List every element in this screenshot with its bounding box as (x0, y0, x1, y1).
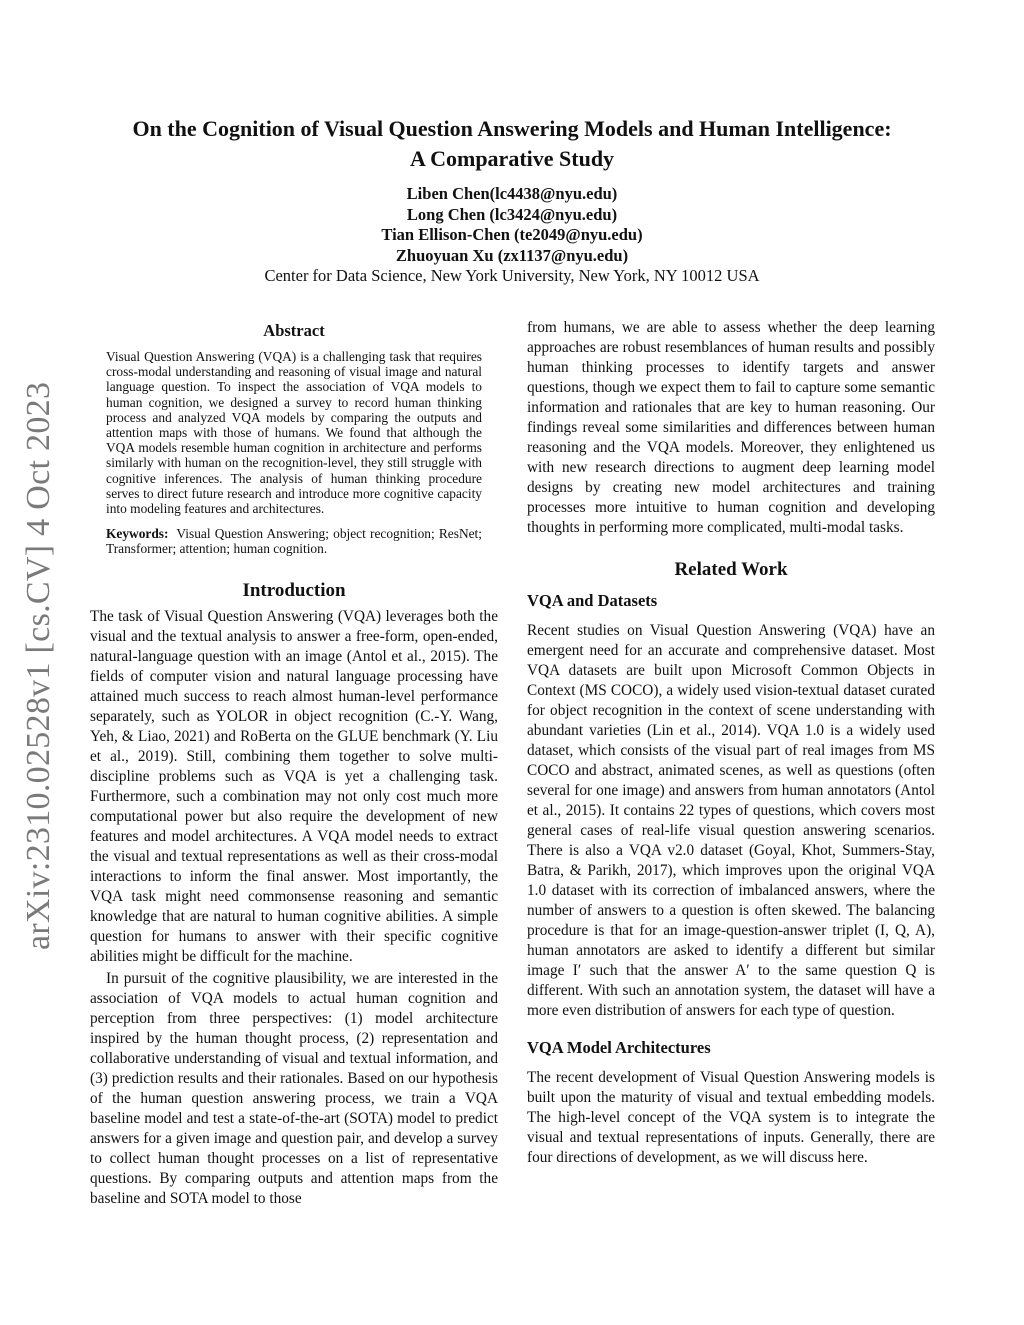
keywords (106, 526, 482, 556)
affiliation: Center for Data Science, New York University, New York, NY 10012 USA (264, 266, 760, 285)
title-line-2: A Comparative Study (409, 146, 615, 171)
vqa-architectures-heading: VQA Model Architectures (527, 1038, 711, 1057)
author-name: Tian Ellison-Chen (te2049@nyu.edu) (381, 225, 643, 244)
abstract-section (106, 320, 482, 557)
author-name: Liben Chen(lc4438@nyu.edu) (406, 184, 618, 203)
introduction-heading: Introduction (242, 579, 346, 601)
vqa-datasets-paragraph: Recent studies on Visual Question Answering (VQA) have an emergent need for an accurate and comprehensive dataset. Most VQA datasets are built upon Microsoft Common Objects in Context (MS COCO), a widely used vision-textual dataset curated for object recognition in the context of scene understanding with abundant varieties (Lin et al., 2014). VQA 1.0 is a widely used dataset, which consists of the visual part of real images from MS COCO and abstract, animated scenes, as well as questions (often several for one image) and answers from human annotators (Antol et al., 2015). It contains 22 types of questions, which covers most general cases of real-life visual question answering scenarios. There is also a VQA v2.0 dataset (Goyal, Khot, Summers-Stay, Batra, & Parikh, 2017), which improves upon the original VQA 1.0 dataset with its correction of imbalanced answers, where the number of answers to a question is often skewed. The balancing procedure is that for an image-question-answer triplet (I, Q, A), human annotators are asked to identify a different but similar image I′ such that the answer A′ to the same question Q is different. With such an annotation system, the dataset will have a more even distribution of answers for each type of question. (527, 622, 935, 1019)
vqa-architectures-paragraph: The recent development of Visual Question Answering models is built upon the maturity of visual and textual embedding models. The high-level concept of the VQA system is to integrate the visual and textual representations of inputs. Generally, there are four directions of development, as we will discuss here. (527, 1069, 935, 1166)
introduction-paragraph-2-continued: from humans, we are able to assess whether the deep learning approaches are robust resemblances of human results and possibly human thinking processes to identify targets and answer questions, though we expect them to fail to capture some semantic information and rationales that are key to human reasoning. Our findings reveal some similarities and differences between human reasoning and the VQA models. Moreover, they enlightened us with new research directions to augment deep learning model designs by creating new model architectures and training processes more intuitive to human cognition and developing thoughts in performing more complicated, multi-modal tasks. (527, 319, 935, 536)
right-column (527, 318, 935, 1168)
left-column (90, 318, 498, 1209)
keywords-label: Keywords: (106, 526, 169, 542)
abstract-heading: Abstract (263, 321, 325, 340)
related-work-heading: Related Work (674, 559, 788, 580)
keywords-text: Visual Question Answering; object recognition; ResNet; Transformer; attention; human cognition. (106, 526, 482, 557)
introduction-paragraph-2: In pursuit of the cognitive plausibility, we are interested in the association of VQA models to actual human cognition and perception from three perspectives: (1) model architecture inspired by the human thought process, (2) representation and collaborative understanding of visual and textual information, and (3) prediction results and their rationales. Based on our hypothesis of the human question answering process, we train a VQA baseline model and test a state-of-the-art (SOTA) model to predict answers for a given image and question pair, and develop a survey to collect human thought processes on a list of representative questions. By comparing outputs and attention maps from the baseline and SOTA model to those (90, 969, 498, 1207)
introduction-paragraph-1: The task of Visual Question Answering (VQA) leverages both the visual and the textual analysis to answer a free-form, open-ended, natural-language question with an image (Antol et al., 2015). The fields of computer vision and natural language processing have attained much success to reach almost human-level performance separately, such as YOLOR in object recognition (C.-Y. Wang, Yeh, & Liao, 2021) and RoBerta on the GLUE benchmark (Y. Liu et al., 2019). Still, combining them together to solve multi-discipline problems such as VQA is yet a challenging task. Furthermore, such a combination may not only cost much more computational power but also require the development of new features and model architectures. A VQA model needs to extract the visual and textual representations as well as their cross-modal interactions to inform the final answer. Most importantly, the VQA task might need commonsense reasoning and semantic knowledge that are natural to human cognitive abilities. A simple question for humans to answer with their specific cognitive abilities might be difficult for the machine. (90, 607, 498, 965)
title-line-1: On the Cognition of Visual Question Answering Models and Human Intelligence: (132, 116, 892, 141)
author-name: Zhuoyuan Xu (zx1137@nyu.edu) (395, 245, 629, 265)
vqa-datasets-heading: VQA and Datasets (527, 591, 658, 610)
author-name: Long Chen (lc3424@nyu.edu) (406, 204, 618, 224)
arxiv-identifier[interactable]: arXiv:2310.02528v1 [cs.CV] 4 Oct 2023 (20, 381, 57, 950)
author-block (60, 184, 964, 287)
paper-title (60, 114, 964, 174)
abstract-text: Visual Question Answering (VQA) is a challenging task that requires cross-modal understanding and reasoning of visual image and natural language question. To inspect the association of VQA models to human cognition, we designed a survey to record human thinking process and analyzed VQA models by comparing the outputs and attention maps with those of humans. We found that although the VQA models resemble human cognition in architecture and performs similarly with human on the recognition-level, they still struggle with cognitive inferences. The analysis of human thinking procedure serves to direct future research and introduce more cognitive capacity into modeling features and architectures. (106, 349, 482, 517)
